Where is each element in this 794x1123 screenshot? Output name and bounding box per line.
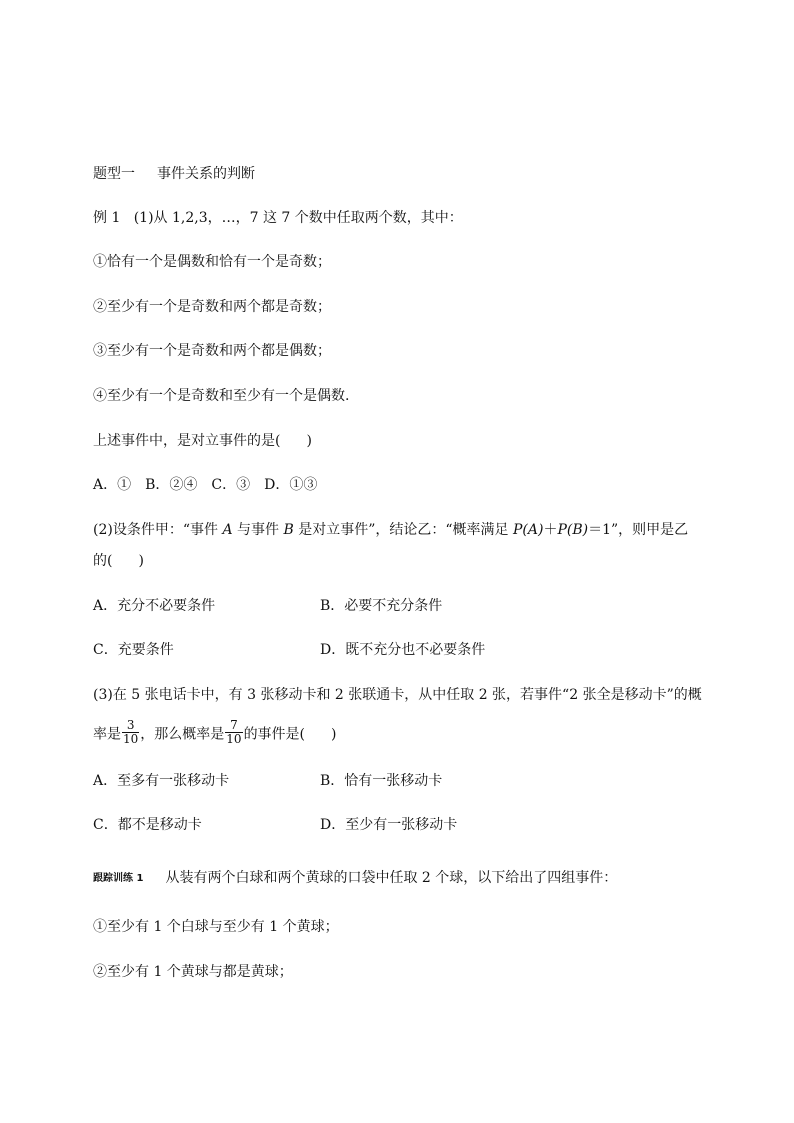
option-c: C．充要条件 (93, 642, 174, 658)
option-b: B．必要不充分条件 (320, 598, 443, 614)
example1-part1-stem: (1)从 1,2,3，…，7 这 7 个数中任取两个数，其中： (133, 210, 463, 226)
option-a: A．至多有一张移动卡 (93, 773, 230, 789)
formula-p: P (513, 522, 523, 538)
question-close: ) (331, 726, 337, 743)
fraction (225, 719, 242, 746)
var-a: A (222, 522, 233, 538)
question-text: 上述事件中，是对立事件的是( (93, 433, 281, 449)
fraction-denominator: 10 (123, 732, 139, 746)
list-item: ②至少有一个是奇数和两个都是奇数； (93, 299, 331, 315)
example1-part1-question (93, 431, 312, 451)
example1-part1-options: A．① B．②④ C．③ D．①③ (93, 477, 318, 493)
practice1-label: 跟踪训练 1 (93, 873, 144, 884)
stem-text: 是对立事件”，结论乙：“概率满足 (293, 522, 513, 538)
list-item: ②至少有 1 个黄球与都是黄球； (93, 964, 293, 980)
stem-text: 的( (93, 553, 113, 569)
option-a: A．充分不必要条件 (93, 598, 216, 614)
practice1-text: 从装有两个白球和两个黄球的口袋中任取 2 个球，以下给出了四组事件： (165, 870, 618, 886)
stem-text: 的事件是( (243, 726, 306, 743)
fraction-numerator: 7 (225, 719, 242, 733)
example1-part3-stem: (3)在 5 张电话卡中，有 3 张移动卡和 2 张联通卡，从中任取 2 张，若事件“2 张全是移动卡”的概 (93, 687, 702, 703)
stem-text: 率是 (93, 726, 121, 743)
var-b: B (283, 522, 294, 538)
example1-part2-stem (93, 520, 688, 540)
stem-text: 与事件 (232, 522, 284, 538)
formula-b: (B) (566, 522, 589, 538)
fraction-denominator: 10 (226, 732, 242, 746)
stem-text: (2)设条件甲：“事件 (93, 522, 223, 538)
stem-text: ，那么概率是 (140, 726, 225, 743)
list-item: ③至少有一个是奇数和两个都是偶数； (93, 343, 331, 359)
stem-text: ＝1”，则甲是乙 (588, 522, 689, 538)
option-d: D．既不充分也不必要条件 (320, 642, 486, 658)
option-c: C．都不是移动卡 (93, 817, 202, 833)
section-heading (93, 164, 255, 184)
practice1-stem (93, 868, 617, 889)
formula-a: (A) (522, 522, 544, 538)
option-b: B．恰有一张移动卡 (320, 773, 443, 789)
question-close: ) (306, 433, 312, 449)
section-label: 题型一 (93, 166, 135, 182)
list-item: ④至少有一个是奇数和至少有一个是偶数. (93, 388, 350, 404)
list-item: ①至少有 1 个白球与至少有 1 个黄球； (93, 919, 339, 935)
formula-plus: ＋ (543, 522, 558, 538)
list-item: ①恰有一个是偶数和恰有一个是奇数； (93, 254, 331, 270)
example1-label: 例 1 (93, 210, 121, 226)
section-title: 事件关系的判断 (157, 166, 255, 182)
example1-part2-stem-line2 (93, 551, 144, 571)
fraction (122, 719, 139, 746)
example1-part3-stem-line2 (93, 718, 337, 748)
fraction-numerator: 3 (122, 719, 139, 733)
question-close: ) (138, 553, 144, 569)
option-d: D．至少有一张移动卡 (320, 817, 458, 833)
formula-p: P (557, 522, 567, 538)
example1-stem (93, 208, 463, 228)
